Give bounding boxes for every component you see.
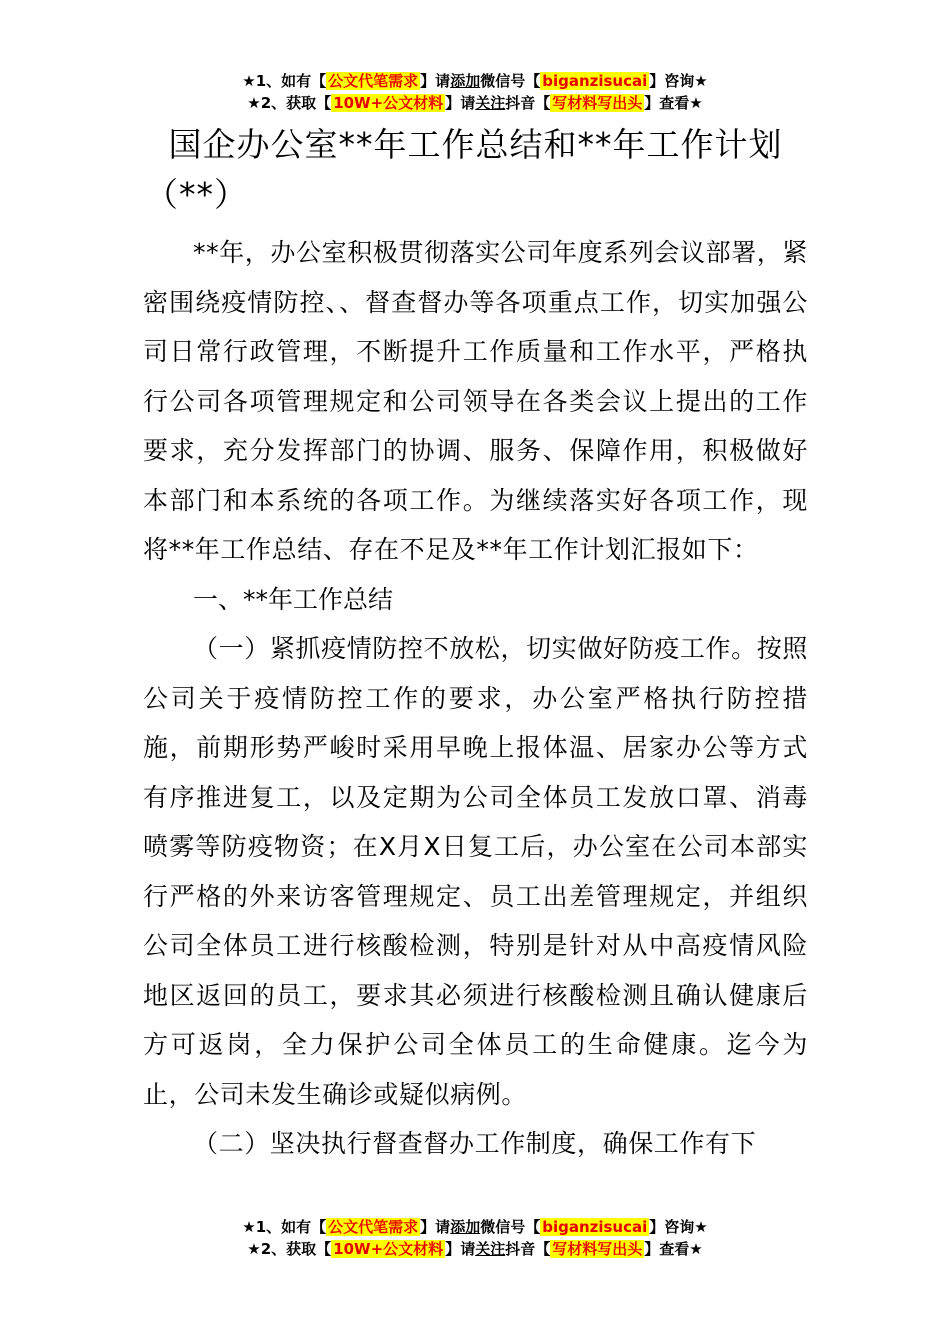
highlight-service: 公文代笔需求 [328,72,419,90]
banner-line-2: ★2、获取【 10W+公文材料 】请关注抖音【 写材料写出头 】查看★ [247,94,703,112]
highlight-service: 公文代笔需求 [328,1218,419,1236]
highlight-materials: 10W+公文材料 [333,1240,444,1258]
highlight-douyin: 写材料写出头 [552,1240,643,1258]
document-title: 国企办公室**年工作总结和**年工作计划 （**） [145,125,783,214]
banner-line-1: ★1、如有【 公文代笔需求 】请添加微信号【 biganzisucai 】咨询★ [242,1218,708,1236]
paragraph-epidemic: （一）紧抓疫情防控不放松，切实做好防疫工作。按照公司关于疫情防控工作的要求，办公室严格执行防控措施，前期形势严峻时采用早晚上报体温、居家办公等方式有序推进复工，以及定期为公司全体员工发放口罩、消毒喷雾等防疫物资；在X月X日复工后，办公室在公司本部实行严格的外来访客管理规定、员工出差管理规定，并组织公司全体员工进行核酸检测，特别是针对从中高疫情风险地区返回的员工，要求其必须进行核酸检测且确认健康后方可返岗，全力保护公司全体员工的生命健康。迄今为止，公司未发生确诊或疑似病例。 [143,634,808,1109]
document-body [143,120,808,1169]
highlight-douyin: 写材料写出头 [552,94,643,112]
header-banner [0,70,950,114]
highlight-wechat-id: biganzisucai [542,1218,648,1236]
section-heading: 一、**年工作总结 [193,584,394,614]
banner-line-2: ★2、获取【 10W+公文材料 】请关注抖音【 写材料写出头 】查看★ [247,1240,703,1258]
paragraph-supervision: （二）坚决执行督查督办工作制度，确保工作有下 [193,1129,757,1158]
footer-banner [0,1216,950,1260]
intro-paragraph: **年，办公室积极贯彻落实公司年度系列会议部署，紧密围绕疫情防控、、督查督办等各项重点工作，切实加强公司日常行政管理，不断提升工作质量和工作水平，严格执行公司各项管理规定和公司领导在各类会议上提出的工作要求，充分发挥部门的协调、服务、保障作用，积极做好本部门和本系统的各项工作。为继续落实好各项工作，现将**年工作总结、存在不足及**年工作计划汇报如下： [143,238,809,564]
highlight-wechat-id: biganzisucai [542,72,648,90]
highlight-materials: 10W+公文材料 [333,94,444,112]
banner-line-1: ★1、如有【 公文代笔需求 】请添加微信号【 biganzisucai 】咨询★ [242,72,708,90]
